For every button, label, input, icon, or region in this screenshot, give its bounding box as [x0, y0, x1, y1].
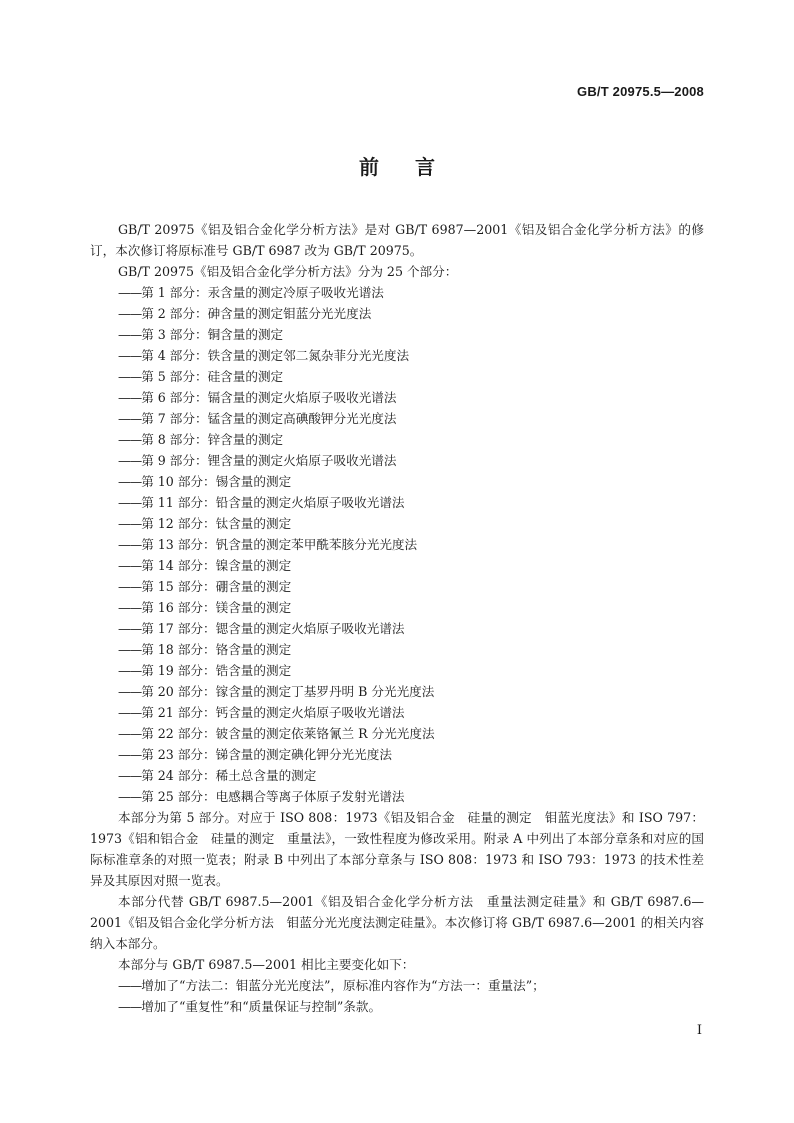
- list-dash: ——: [118, 600, 142, 615]
- list-dash: ——: [118, 747, 142, 762]
- list-item: [90, 555, 704, 576]
- list-item-text: 第 4 部分：铁含量的测定邻二氮杂菲分光光度法: [141, 348, 410, 363]
- list-item-text: 第 9 部分：锂含量的测定火焰原子吸收光谱法: [141, 453, 397, 468]
- list-item-text: 第 8 部分：锌含量的测定: [141, 432, 284, 447]
- change-item-text: 增加了“重复性”和“质量保证与控制”条款。: [141, 999, 382, 1014]
- list-dash: ——: [118, 390, 142, 405]
- correspondence-paragraph: 本部分为第 5 部分。对应于 ISO 808：1973《铝及铝合金 硅量的测定 钼蓝光度法》和 ISO 797：1973《铝和铝合金 硅量的测定 重量法》，一致性程度为修改采用。附录 A 中列出了本部分章条和对应的国际标准章条的对照一览表；附录 B 中列出了本部分章条与 ISO 808：1973 和 ISO 793：1973 的技术性差异及其原因对照一览表。: [90, 810, 704, 888]
- list-dash: ——: [118, 495, 142, 510]
- list-item: [90, 513, 704, 534]
- page-number: I: [696, 1023, 702, 1038]
- list-dash: ——: [118, 726, 142, 741]
- list-item-text: 第 19 部分：锆含量的测定: [141, 663, 292, 678]
- list-item: [90, 366, 704, 387]
- list-dash: ——: [118, 432, 142, 447]
- list-item: [90, 765, 704, 786]
- list-item: [90, 786, 704, 807]
- list-item-text: 第 7 部分：锰含量的测定高碘酸钾分光光度法: [141, 411, 397, 426]
- list-dash: ——: [118, 306, 142, 321]
- standard-code-header: GB/T 20975.5—2008: [577, 84, 704, 99]
- list-dash: ——: [118, 558, 142, 573]
- change-item-text: 增加了“方法二：钼蓝分光光度法”，原标准内容作为“方法一：重量法”；: [141, 978, 545, 993]
- list-item: [90, 702, 704, 723]
- list-item-text: 第 24 部分：稀土总含量的测定: [141, 768, 317, 783]
- list-item-text: 第 14 部分：镍含量的测定: [141, 558, 292, 573]
- list-item: [90, 597, 704, 618]
- list-dash: ——: [118, 978, 142, 993]
- list-dash: ——: [118, 348, 142, 363]
- list-item-text: 第 23 部分：锑含量的测定碘化钾分光光度法: [141, 747, 392, 762]
- foreword-body: [90, 219, 704, 1017]
- list-item: [90, 387, 704, 408]
- list-dash: ——: [118, 285, 142, 300]
- list-item: [90, 639, 704, 660]
- list-dash: ——: [118, 474, 142, 489]
- intro-paragraph-2: GB/T 20975《铝及铝合金化学分析方法》分为 25 个部分：: [118, 264, 458, 279]
- list-item-text: 第 1 部分：汞含量的测定冷原子吸收光谱法: [141, 285, 384, 300]
- list-dash: ——: [118, 411, 142, 426]
- parts-list: [90, 282, 704, 807]
- list-dash: ——: [118, 705, 142, 720]
- changes-intro-paragraph: 本部分与 GB/T 6987.5—2001 相比主要变化如下：: [118, 957, 415, 972]
- list-item: [90, 429, 704, 450]
- list-dash: ——: [118, 999, 142, 1014]
- list-dash: ——: [118, 642, 142, 657]
- list-item: [90, 681, 704, 702]
- list-item-text: 第 16 部分：镁含量的测定: [141, 600, 292, 615]
- list-item-text: 第 3 部分：铜含量的测定: [141, 327, 284, 342]
- list-item-text: 第 15 部分：硼含量的测定: [141, 579, 292, 594]
- list-item: [90, 345, 704, 366]
- list-item: [90, 618, 704, 639]
- list-item-text: 第 12 部分：钛含量的测定: [141, 516, 292, 531]
- list-item: [90, 324, 704, 345]
- list-dash: ——: [118, 789, 142, 804]
- list-item-text: 第 18 部分：铬含量的测定: [141, 642, 292, 657]
- list-item: [90, 744, 704, 765]
- list-item-text: 第 22 部分：铍含量的测定依莱铬氰兰 R 分光光度法: [141, 726, 435, 741]
- list-item: [90, 282, 704, 303]
- list-item-text: 第 11 部分：铅含量的测定火焰原子吸收光谱法: [141, 495, 405, 510]
- list-dash: ——: [118, 663, 142, 678]
- list-dash: ——: [118, 579, 142, 594]
- list-item: [90, 450, 704, 471]
- list-item-text: 第 20 部分：镓含量的测定丁基罗丹明 B 分光光度法: [141, 684, 435, 699]
- list-dash: ——: [118, 327, 142, 342]
- supersedes-paragraph: 本部分代替 GB/T 6987.5—2001《铝及铝合金化学分析方法 重量法测定硅量》和 GB/T 6987.6—2001《铝及铝合金化学分析方法 钼蓝分光光度法测定硅量》。本次修订将 GB/T 6987.6—2001 的相关内容纳入本部分。: [90, 894, 704, 951]
- intro-paragraph-1: GB/T 20975《铝及铝合金化学分析方法》是对 GB/T 6987—2001《铝及铝合金化学分析方法》的修订，本次修订将原标准号 GB/T 6987 改为 GB/T 20975。: [90, 222, 704, 258]
- list-item-text: 第 21 部分：钙含量的测定火焰原子吸收光谱法: [141, 705, 405, 720]
- list-dash: ——: [118, 768, 142, 783]
- list-dash: ——: [118, 453, 142, 468]
- list-dash: ——: [118, 516, 142, 531]
- list-dash: ——: [118, 369, 142, 384]
- list-item-text: 第 2 部分：砷含量的测定钼蓝分光光度法: [141, 306, 372, 321]
- list-item-text: 第 6 部分：镉含量的测定火焰原子吸收光谱法: [141, 390, 397, 405]
- list-item: [90, 471, 704, 492]
- change-item: [90, 996, 704, 1017]
- list-item: [90, 492, 704, 513]
- list-item-text: 第 10 部分：锡含量的测定: [141, 474, 292, 489]
- list-item: [90, 534, 704, 555]
- list-item-text: 第 17 部分：锶含量的测定火焰原子吸收光谱法: [141, 621, 405, 636]
- list-item: [90, 408, 704, 429]
- list-dash: ——: [118, 621, 142, 636]
- page-title: 前言: [359, 155, 471, 179]
- list-item-text: 第 13 部分：钒含量的测定苯甲酰苯胲分光光度法: [141, 537, 418, 552]
- list-item: [90, 303, 704, 324]
- change-item: [90, 975, 704, 996]
- list-dash: ——: [118, 684, 142, 699]
- list-item: [90, 576, 704, 597]
- list-item-text: 第 25 部分：电感耦合等离子体原子发射光谱法: [141, 789, 405, 804]
- list-dash: ——: [118, 537, 142, 552]
- list-item-text: 第 5 部分：硅含量的测定: [141, 369, 284, 384]
- list-item: [90, 723, 704, 744]
- list-item: [90, 660, 704, 681]
